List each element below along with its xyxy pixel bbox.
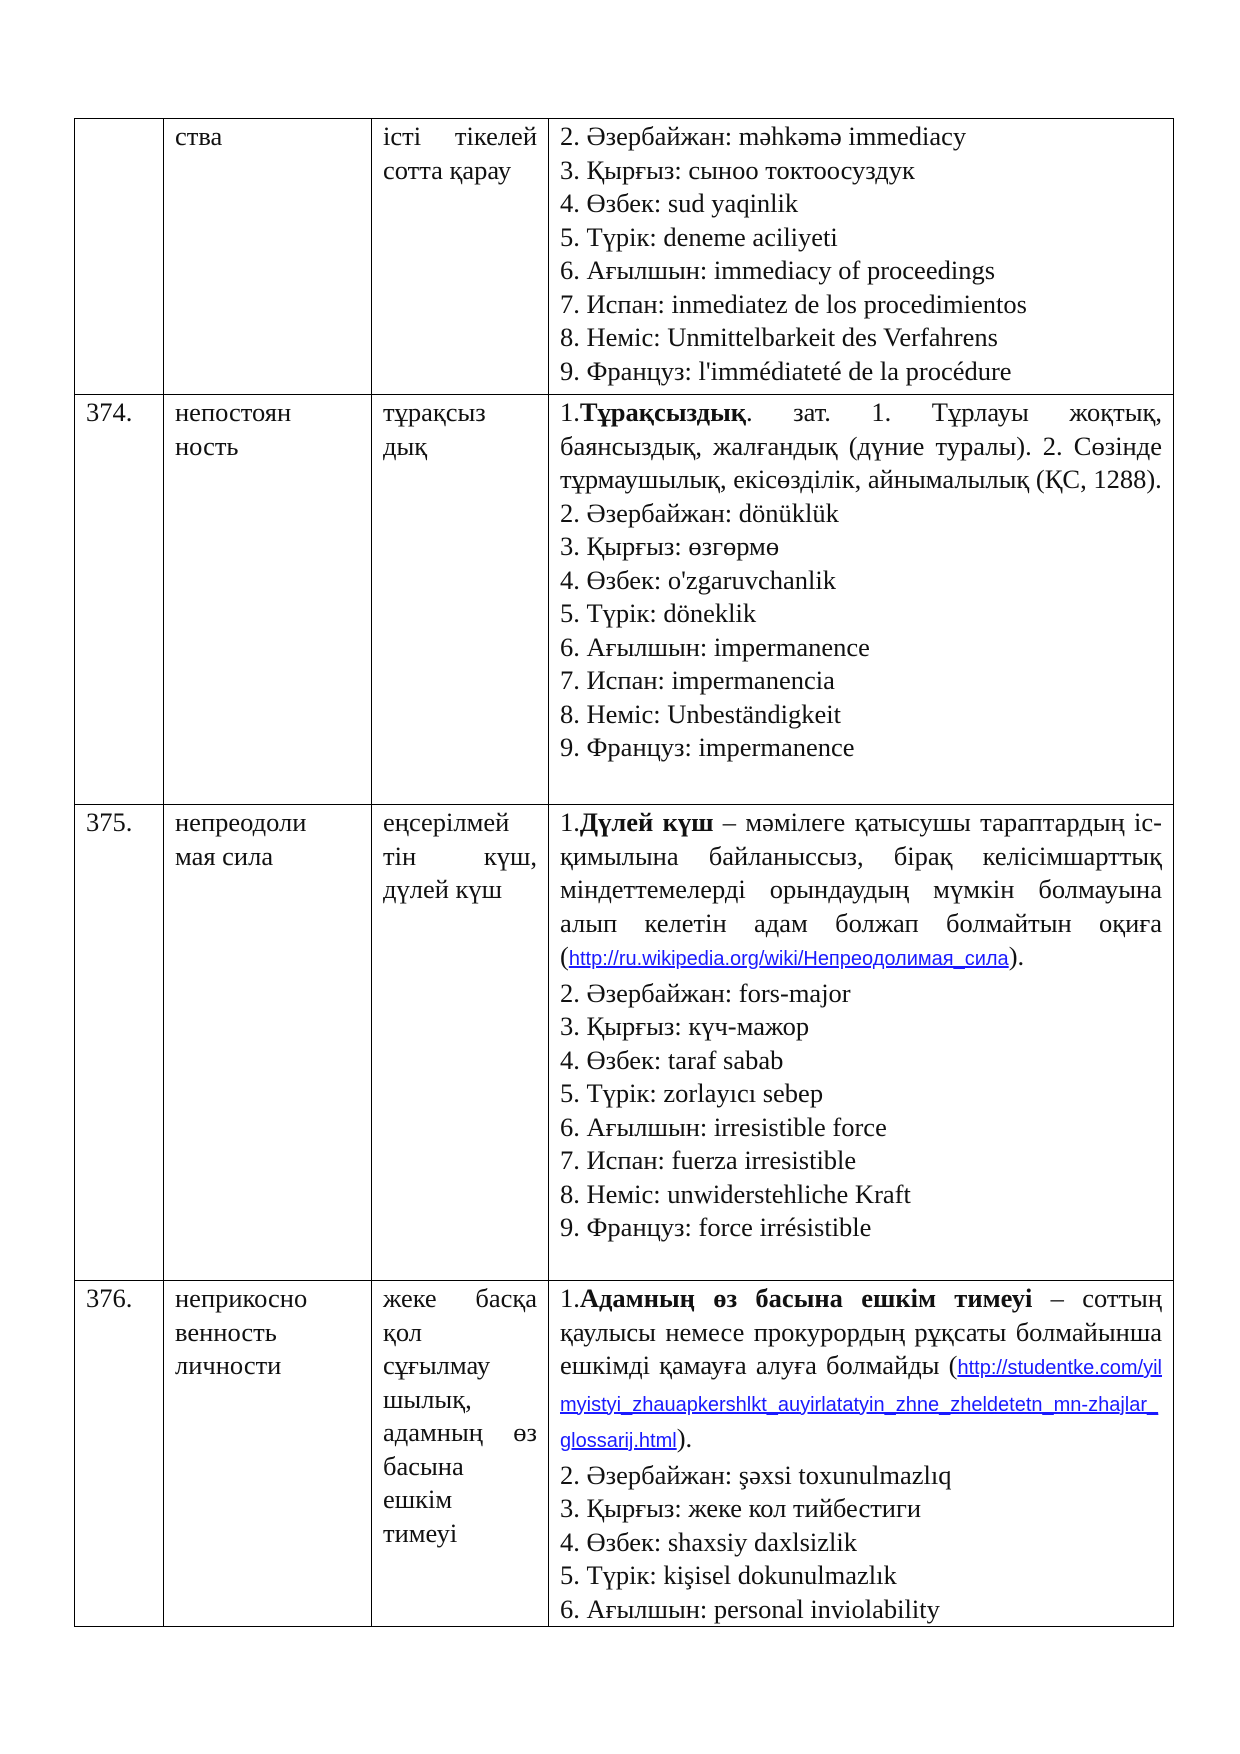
translation-line: 2. Әзербайжан: şəxsi toxunulmazlıq xyxy=(560,1459,952,1490)
kazakh-term-line: шылық, xyxy=(383,1383,472,1414)
translation-line: 3. Қырғыз: өзгөрмө xyxy=(560,531,780,561)
definition-text: . зат. 1. Тұрлауы жоқтық, баянсыздық, жалғандық (дүние туралы). 2. Сөзінде тұрмаушылық, екісөзділік, айнымалылық (ҚС, 1288). xyxy=(560,397,1162,494)
table-row xyxy=(75,805,1174,1281)
entry-number: 376. xyxy=(75,1281,164,1627)
table-row xyxy=(75,119,1174,395)
kazakh-term-line: тимеуі xyxy=(383,1517,458,1548)
kazakh-term-line: тұрақсыз xyxy=(383,397,486,427)
russian-term-line: мая сила xyxy=(175,840,274,871)
kazakh-term-line: тін күш, xyxy=(383,840,537,871)
russian-term-line: неприкосно xyxy=(175,1283,308,1313)
kazakh-term-line: сотта қарау xyxy=(383,154,512,185)
definition xyxy=(560,396,1162,497)
translation-line: 6. Ағылшын: impermanence xyxy=(560,631,870,662)
kazakh-term-line: басына xyxy=(383,1450,464,1481)
entry-number: 375. xyxy=(75,805,164,1281)
russian-term xyxy=(164,1281,372,1627)
russian-term-line: непостоян xyxy=(175,397,292,427)
translations-cell xyxy=(549,119,1174,395)
translation-line: 8. Неміс: Unbeständigkeit xyxy=(560,698,841,729)
kazakh-term-line: дық xyxy=(383,430,428,461)
translation-line: 6. Ағылшын: personal inviolability xyxy=(560,1593,940,1624)
russian-term-line: непреодоли xyxy=(175,807,307,837)
russian-term xyxy=(164,805,372,1281)
russian-term-line: личности xyxy=(175,1350,282,1380)
translation-line: 5. Түрік: kişisel dokunulmazlık xyxy=(560,1560,897,1590)
definition xyxy=(560,1282,1162,1459)
translation-line: 2. Әзербайжан: fors-major xyxy=(560,977,851,1008)
table-row xyxy=(75,395,1174,805)
entry-number: 374. xyxy=(75,395,164,805)
kazakh-term xyxy=(372,395,549,805)
translation-line: 4. Өзбек: sud yaqinlik xyxy=(560,188,799,218)
definition-suffix: ). xyxy=(1008,941,1025,971)
translation-line: 5. Түрік: zorlayıcı sebep xyxy=(560,1078,824,1108)
translation-line: 7. Испан: impermanencia xyxy=(560,665,835,695)
translation-line: 5. Түрік: deneme aciliyeti xyxy=(560,221,838,252)
translation-line: 3. Қырғыз: күч-мажор xyxy=(560,1011,810,1041)
russian-term-line: венность xyxy=(175,1316,277,1347)
definition-text: – мәмілеге қатысушы тараптардың іс-қимылына байланыссыз, бірақ келісімшарттық міндеттемелерді орындаудың мүмкін болмауына алып келетін адам болжап болмайтын оқиға ( xyxy=(560,807,1162,971)
translation-line: 7. Испан: inmediatez de los procedimientos xyxy=(560,288,1027,319)
source-link[interactable]: http://ru.wikipedia.org/wiki/Непреодолимая_сила xyxy=(568,948,1009,970)
translation-line: 9. Француз: l'immédiateté de la procédure xyxy=(560,355,1012,386)
kazakh-term-line: ешкім xyxy=(383,1484,453,1514)
source-link[interactable]: http://studentke.com/yilmyistyi_zhauapkershlkt_auyirlatatyin_zhne_zheldetetn_mn-zhajlar_glossarij.html xyxy=(560,1357,1162,1452)
definition-text: – соттың қаулысы немесе прокурордың рұқсаты болмайынша ешкімді қамауға алуға болмайды ( xyxy=(560,1283,1163,1380)
definition-prefix: 1. xyxy=(560,1283,580,1313)
entry-number xyxy=(75,119,164,395)
translation-line: 2. Әзербайжан: dönüklük xyxy=(560,497,839,528)
definition-term: Адамның өз басына ешкім тимеуі xyxy=(579,1283,1033,1313)
kazakh-term xyxy=(372,1281,549,1627)
kazakh-term-line: істі тікелей xyxy=(383,121,537,151)
translation-line: 4. Өзбек: shaxsiy daxlsizlik xyxy=(560,1526,858,1557)
kazakh-term-line: адамның өз xyxy=(383,1417,537,1447)
kazakh-term-line: дүлей күш xyxy=(383,874,503,904)
translation-line: 2. Әзербайжан: məhkəmə immediacy xyxy=(560,121,967,151)
translation-line: 4. Өзбек: taraf sabab xyxy=(560,1044,784,1075)
translation-line: 8. Неміс: unwiderstehliche Kraft xyxy=(560,1178,911,1209)
definition-prefix: 1. xyxy=(560,807,580,837)
definition-suffix: ). xyxy=(676,1423,693,1453)
russian-term-line: ность xyxy=(175,430,239,461)
translation-line: 6. Ағылшын: immediacy of proceedings xyxy=(560,255,996,285)
definition xyxy=(560,806,1162,977)
russian-term xyxy=(164,119,372,395)
russian-term xyxy=(164,395,372,805)
kazakh-term-line: еңсерілмей xyxy=(383,807,510,837)
table-row xyxy=(75,1281,1174,1627)
kazakh-term xyxy=(372,119,549,395)
translation-line: 3. Қырғыз: жеке кол тийбестиги xyxy=(560,1493,922,1523)
kazakh-term-line: жеке басқа xyxy=(383,1283,537,1313)
kazakh-term-line: қол xyxy=(383,1316,422,1347)
translation-line: 4. Өзбек: o'zgaruvchanlik xyxy=(560,564,836,595)
translations-cell xyxy=(549,395,1174,805)
translation-line: 6. Ағылшын: irresistible force xyxy=(560,1111,887,1142)
kazakh-term xyxy=(372,805,549,1281)
translation-line: 8. Неміс: Unmittelbarkeit des Verfahrens xyxy=(560,322,998,352)
translation-line: 9. Француз: force irrésistible xyxy=(560,1212,872,1242)
definition-term: Тұрақсыздық xyxy=(579,397,747,427)
definition-prefix: 1. xyxy=(560,397,580,427)
russian-term-line: ства xyxy=(175,121,223,151)
definition-term: Дүлей күш xyxy=(579,807,714,837)
translations-cell xyxy=(549,1281,1174,1627)
glossary-table xyxy=(74,118,1174,1627)
translations-cell xyxy=(549,805,1174,1281)
kazakh-term-line: сұғылмау xyxy=(383,1350,491,1380)
translation-line: 5. Түрік: döneklik xyxy=(560,598,757,628)
translation-line: 7. Испан: fuerza irresistible xyxy=(560,1145,857,1175)
translation-line: 9. Француз: impermanence xyxy=(560,732,855,762)
translation-line: 3. Қырғыз: сыноо токтоосуздук xyxy=(560,154,915,185)
